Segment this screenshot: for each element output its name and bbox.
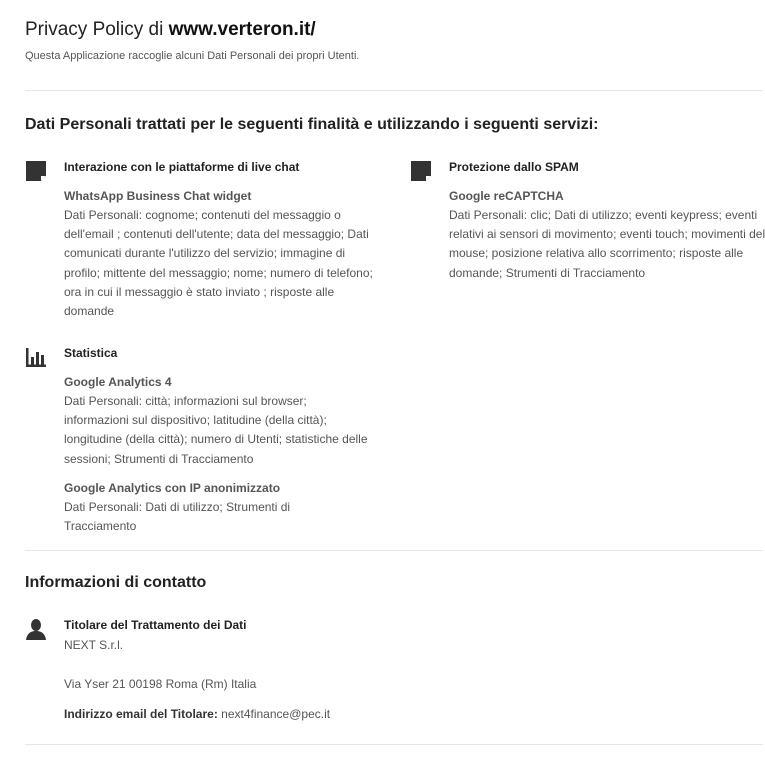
service-name: Google reCAPTCHA (449, 189, 564, 203)
service-description: Dati Personali: città; informazioni sul browser; informazioni sul dispositivo; latitudine (della città); longitudine (della città); numero di Utenti; statistiche delle sessioni; Strumenti di Tracciamento (64, 394, 368, 466)
service-name: Google Analytics con IP anonimizzato (64, 481, 281, 495)
bar-chart-icon (25, 346, 47, 368)
purpose-spam-protection (410, 160, 765, 310)
service-description: Dati Personali: Dati di utilizzo; Strumenti di Tracciamento (64, 500, 291, 534)
service-entry (64, 187, 382, 321)
service-entry (449, 187, 765, 283)
title-prefix: Privacy Policy di (25, 19, 164, 40)
service-entry (64, 373, 374, 469)
site-link[interactable]: www.verteron.it/ (168, 19, 316, 40)
owner-title: Titolare del Trattamento dei Dati (64, 618, 247, 632)
service-name: WhatsApp Business Chat widget (64, 189, 252, 203)
purpose-title: Interazione con le piattaforme di live chat (64, 160, 300, 174)
chat-bubble-icon (25, 160, 47, 182)
purpose-title: Statistica (64, 346, 118, 360)
purpose-statistics (25, 346, 375, 536)
divider (25, 550, 763, 551)
owner-email-label: Indirizzo email del Titolare: (64, 707, 218, 721)
divider (25, 744, 763, 745)
divider (25, 90, 763, 91)
chat-bubble-icon (410, 160, 432, 182)
owner-contact (25, 618, 525, 728)
contact-heading: Informazioni di contatto (25, 574, 207, 591)
owner-address: Via Yser 21 00198 Roma (Rm) Italia (64, 677, 257, 691)
owner-email[interactable]: next4finance@pec.it (221, 707, 331, 721)
service-name: Google Analytics 4 (64, 375, 172, 389)
owner-email-line (64, 707, 330, 721)
person-icon (25, 618, 47, 640)
service-description: Dati Personali: cognome; contenuti del messaggio o dell'email ; contenuti dell'utente; data del messaggio; Dati comunicati durante l'utilizzo del servizio; immagine di profilo; mittente del messaggio; nome; numero di telefono; ora in cui il messaggio è stato inviato ; risposte alle domande (64, 208, 373, 319)
service-description: Dati Personali: clic; Dati di utilizzo; eventi keypress; eventi relativi ai sensori di movimento; eventi touch; movimenti del mouse; posizione relativa allo scorrimento; risposte alle domande; Strumenti di Tracciamento (449, 208, 765, 280)
service-entry (64, 479, 334, 536)
purpose-live-chat (25, 160, 375, 330)
page-subtitle: Questa Applicazione raccoglie alcuni Dati Personali dei propri Utenti. (25, 50, 360, 62)
purposes-heading: Dati Personali trattati per le seguenti finalità e utilizzando i seguenti servizi: (25, 116, 599, 133)
company-name: NEXT S.r.l. (64, 638, 124, 652)
purpose-title: Protezione dallo SPAM (449, 160, 579, 174)
page-title (25, 19, 316, 41)
